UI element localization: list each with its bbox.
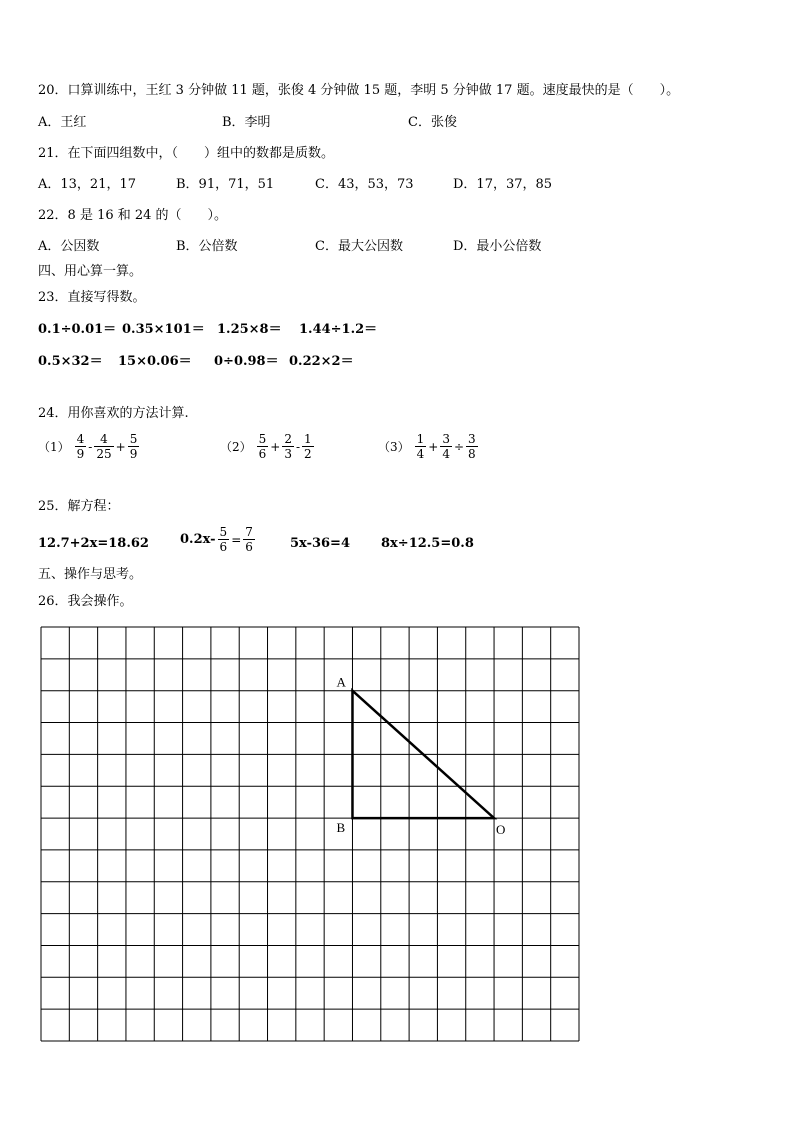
q25-eq-2: 0.2x- $\frac{5}{6}$ = $\frac{7}{6}$ bbox=[180, 525, 253, 554]
section-5-heading: 五、操作与思考。 bbox=[38, 567, 143, 582]
q23-expr-6: 15×0.06＝ bbox=[118, 354, 192, 369]
q23-expr-2: 0.35×101＝ bbox=[122, 322, 205, 337]
q24-item-1-label: （1） bbox=[38, 439, 70, 454]
question-22: 22．8 是 16 和 24 的（ ）。 bbox=[38, 208, 228, 223]
q24-item-1: （1） $\frac{4}{9}$ - $\frac{4}{25}$ + $\frac{5}{9}$ bbox=[38, 432, 138, 461]
q23-expr-7: 0÷0.98＝ bbox=[214, 354, 279, 369]
q24-item-3-label: （3） bbox=[378, 439, 410, 454]
q20-option-b: B．李明 bbox=[222, 115, 271, 130]
point-label-a: A bbox=[336, 674, 346, 690]
fraction: $\frac{5}{6}$ bbox=[258, 432, 267, 461]
q24-item-2-label: （2） bbox=[220, 439, 252, 454]
q22-option-a: A．公因数 bbox=[38, 239, 100, 254]
fraction: $\frac{1}{2}$ bbox=[304, 432, 312, 461]
fraction: $\frac{1}{4}$ bbox=[416, 432, 425, 461]
q24-item-3: （3） $\frac{1}{4}$ + $\frac{3}{4}$ ÷ $\frac{3}{8}$ bbox=[378, 432, 476, 461]
q20-option-a: A．王红 bbox=[38, 115, 87, 130]
q23-expr-1: 0.1÷0.01＝ bbox=[38, 322, 117, 337]
fraction: $\frac{2}{3}$ bbox=[284, 432, 292, 461]
section-4-heading: 四、用心算一算。 bbox=[38, 264, 143, 279]
q21-option-a: A．13，21，17 bbox=[38, 177, 137, 192]
q21-option-b: B．91，71，51 bbox=[176, 177, 275, 192]
question-24: 24．用你喜欢的方法计算. bbox=[38, 406, 189, 421]
point-label-o: O bbox=[496, 822, 506, 838]
q24-item-2: （2） $\frac{5}{6}$ + $\frac{2}{3}$ - $\frac{1}{2}$ bbox=[220, 432, 312, 461]
square-grid bbox=[40, 626, 580, 1042]
question-21: 21．在下面四组数中，（ ）组中的数都是质数。 bbox=[38, 146, 335, 161]
q22-option-d: D．最小公倍数 bbox=[453, 239, 542, 254]
fraction: $\frac{3}{8}$ bbox=[468, 432, 476, 461]
question-25: 25．解方程： bbox=[38, 499, 120, 514]
fraction: $\frac{4}{25}$ bbox=[96, 432, 112, 461]
q21-option-c: C．43，53，73 bbox=[315, 177, 414, 192]
q23-expr-8: 0.22×2＝ bbox=[289, 354, 354, 369]
point-label-b: B bbox=[336, 820, 346, 836]
q25-eq-3: 5x-36=4 bbox=[290, 536, 350, 551]
q25-eq-1: 12.7+2x=18.62 bbox=[38, 536, 149, 551]
q21-option-d: D．17，37，85 bbox=[453, 177, 553, 192]
q25-eq-4: 8x÷12.5=0.8 bbox=[381, 536, 474, 551]
q23-expr-5: 0.5×32＝ bbox=[38, 354, 103, 369]
fraction: $\frac{3}{4}$ bbox=[442, 432, 450, 461]
q23-expr-3: 1.25×8＝ bbox=[217, 322, 282, 337]
fraction: $\frac{5}{9}$ bbox=[129, 432, 138, 461]
question-26: 26．我会操作。 bbox=[38, 594, 133, 609]
fraction: $\frac{5}{6}$ bbox=[219, 525, 228, 554]
question-20: 20．口算训练中，王红 3 分钟做 11 题，张俊 4 分钟做 15 题，李明 5 分钟做 17 题。速度最快的是（ ）。 bbox=[38, 83, 680, 98]
fraction: $\frac{4}{9}$ bbox=[76, 432, 85, 461]
q22-option-b: B．公倍数 bbox=[176, 239, 238, 254]
fraction: $\frac{7}{6}$ bbox=[245, 525, 253, 554]
q20-option-c: C．张俊 bbox=[408, 115, 457, 130]
q22-option-c: C．最大公因数 bbox=[315, 239, 403, 254]
q23-expr-4: 1.44÷1.2＝ bbox=[299, 322, 378, 337]
question-23: 23．直接写得数。 bbox=[38, 290, 146, 305]
